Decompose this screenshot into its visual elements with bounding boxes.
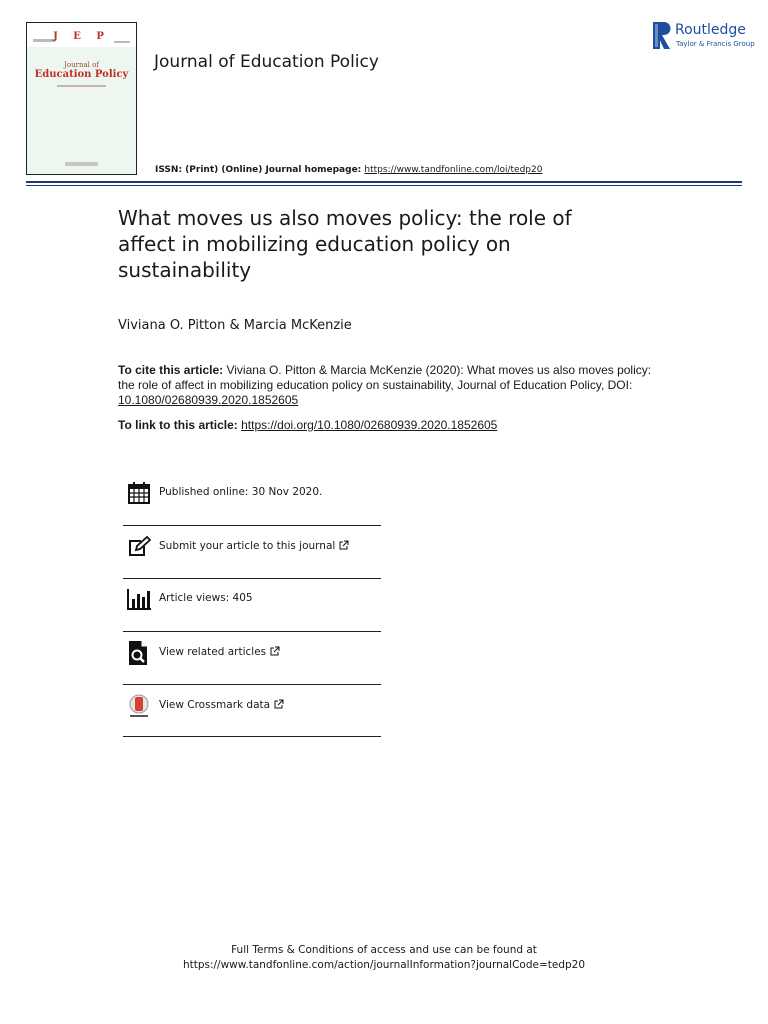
info-divider xyxy=(123,684,381,685)
crossmark-row[interactable] xyxy=(123,694,381,734)
edit-icon xyxy=(127,535,151,559)
submit-article-label: Submit your article to this journal xyxy=(159,540,336,552)
crossmark-link[interactable] xyxy=(159,699,284,711)
article-title: What moves us also moves policy: the role of affect in mobilizing education policy on sustainability xyxy=(118,206,572,282)
cover-title-small: Journal of xyxy=(64,61,99,69)
issn-line xyxy=(155,165,542,175)
external-link-icon xyxy=(274,699,284,709)
header-rule-thin xyxy=(26,185,742,186)
related-row[interactable] xyxy=(123,641,381,681)
journal-cover-thumbnail xyxy=(26,22,137,175)
related-articles-link[interactable] xyxy=(159,646,280,658)
bar-chart-icon xyxy=(127,587,151,611)
footer-line-1: Full Terms & Conditions of access and use can be found at xyxy=(231,944,537,956)
article-doi-url[interactable]: https://doi.org/10.1080/02680939.2020.1852605 xyxy=(241,418,498,432)
journal-homepage-link[interactable]: https://www.tandfonline.com/loi/tedp20 xyxy=(364,165,543,175)
views-row xyxy=(123,587,381,627)
citation-doi-link[interactable]: 10.1080/02680939.2020.1852605 xyxy=(118,393,299,407)
cover-iep-logo: J E P xyxy=(53,31,110,42)
routledge-r-icon xyxy=(653,22,671,49)
header-rule xyxy=(26,181,742,183)
document-search-icon xyxy=(127,641,151,665)
cover-publisher-mark xyxy=(65,162,98,166)
related-articles-label: View related articles xyxy=(159,646,267,658)
citation-label: To cite this article: xyxy=(118,363,224,377)
calendar-icon xyxy=(127,481,151,505)
info-divider xyxy=(123,631,381,632)
submit-row[interactable] xyxy=(123,535,381,575)
info-divider xyxy=(123,736,381,737)
publisher-name: Routledge xyxy=(675,22,746,38)
cover-subtitle-line xyxy=(57,85,106,87)
issn-prefix: ISSN: (Print) (Online) Journal homepage: xyxy=(155,165,365,175)
info-divider xyxy=(123,525,381,526)
article-link-line xyxy=(118,418,497,432)
external-link-icon xyxy=(270,646,280,656)
submit-article-link[interactable] xyxy=(159,540,349,552)
article-link-label: To link to this article: xyxy=(118,418,242,432)
external-link-icon xyxy=(339,540,349,550)
crossmark-icon xyxy=(127,694,151,718)
published-date: Published online: 30 Nov 2020. xyxy=(159,486,323,498)
citation-text: Viviana O. Pitton & Marcia McKenzie (2020): What moves us also moves policy: the role of affect in mobilizing education policy on sustainability, Journal of Education Policy, DOI: xyxy=(118,363,652,392)
citation-block xyxy=(118,363,658,408)
info-divider xyxy=(123,578,381,579)
crossmark-label: View Crossmark data xyxy=(159,699,271,711)
article-authors: Viviana O. Pitton & Marcia McKenzie xyxy=(118,318,352,333)
journal-name: Journal of Education Policy xyxy=(154,52,379,72)
footer-terms-url[interactable]: https://www.tandfonline.com/action/journalInformation?journalCode=tedp20 xyxy=(182,959,586,971)
footer-terms xyxy=(0,943,768,973)
published-row xyxy=(123,481,381,521)
publisher-group: Taylor & Francis Group xyxy=(676,40,755,48)
article-views: Article views: 405 xyxy=(159,592,253,604)
cover-title-large: Education Policy xyxy=(34,69,129,80)
